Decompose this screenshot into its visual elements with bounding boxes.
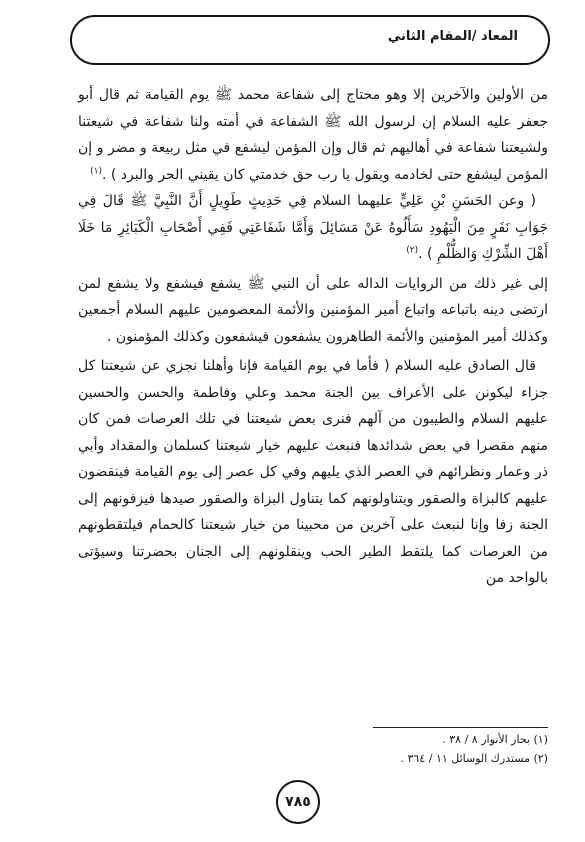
running-header-title: المعاد /المقام الثاني: [387, 29, 518, 44]
paragraph-2-text: ( وعن الحَسَنِ بْنِ عَلِيٍّ عليهما السلام فِي حَدِيثٍ طَوِيلٍ أَنَّ النَّبِيَّ ﷺ قَالَ فِي جَوَابِ نَفَرٍ مِنَ الْيَهُودِ سَأَلُوهُ عَنْ مَسَائِلَ وَأَمَّا شَفَاعَتِي فَفِي أَصْحَابِ الْكَبَائِرِ مَا خَلَا أَهْلَ الشِّرْكِ وَالظُّلْمِ ) .: [78, 193, 548, 262]
paragraph-2-hadith: [78, 188, 548, 268]
paragraph-4: قال الصادق عليه السلام ( فأما في يوم القيامة فإنا وأهلنا نجزي عن شيعتنا كل جزاء ليكونن على الأعراف بين الجنة محمد وعلي وفاطمة والحسن والحسين عليهم السلام والطيبون من آلهم فنرى بعض شيعتنا في تلك العرصات فمن كان منهم مقصرا في بعض شدائدها فنبعث عليهم خيار شيعتنا كسلمان والمقداد وأبي ذر وعمار ونظرائهم في العصر الذي يليهم وفي كل عصر إلى يوم القيامة فينقضون عليهم كالبزاة والصقور ويتناولونهم كما يتناول البزاة والصقور صيدها فيزفونهم إلى الجنة زفا وإنا لنبعث على آخرين من محبينا من خيار شيعتنا كالحمام فيلتقطونهم من العرصات كما يلتقط الطير الحب وينقلونهم إلى الجنان بحضرتنا وسيؤتى بالواحد من: [78, 358, 548, 586]
page-body: [78, 82, 548, 592]
paragraph-1: [78, 82, 548, 188]
footnote-ref-2: (٢): [406, 245, 419, 256]
page-header-frame: [70, 15, 550, 65]
footnote-1: (١) بحار الأنوار ٨ / ٣٨ .: [442, 733, 548, 746]
footnote-separator: [373, 727, 548, 728]
page-number: ٧٨٥: [276, 780, 320, 824]
footnote-2: (٢) مستدرك الوسائل ١١ / ٣٦٤ .: [400, 752, 548, 765]
paragraph-3: إلى غير ذلك من الروايات الداله على أن النبي ﷺ يشفع فيشفع ولا يشفع لمن ارتضى دينه باتباعه واتباع أمير المؤمنين والأئمة المعصومين عليهم السلام أجمعين وكذلك أمير المؤمنين والأئمة الطاهرون يشفعون فيشفعون وكذلك المؤمنون .: [78, 275, 548, 345]
footnotes: [248, 730, 548, 768]
footnote-ref-1: (١): [90, 165, 102, 176]
paragraph-1-text: من الأولين والآخرين إلا وهو محتاج إلى شفاعة محمد ﷺ يوم القيامة ثم قال أبو جعفر عليه السلام إن لرسول الله ﷺ الشفاعة في أمته ولنا شفاعة في شيعتنا ولشيعتنا شفاعة في أهاليهم ثم قال وإن المؤمن ليشفع في مثل ربيعة و مضر و إن المؤمن ليشفع حتى لخادمه ويقول يا رب حق خدمتي كان يقيني الحر والبرد ) .: [78, 87, 548, 183]
